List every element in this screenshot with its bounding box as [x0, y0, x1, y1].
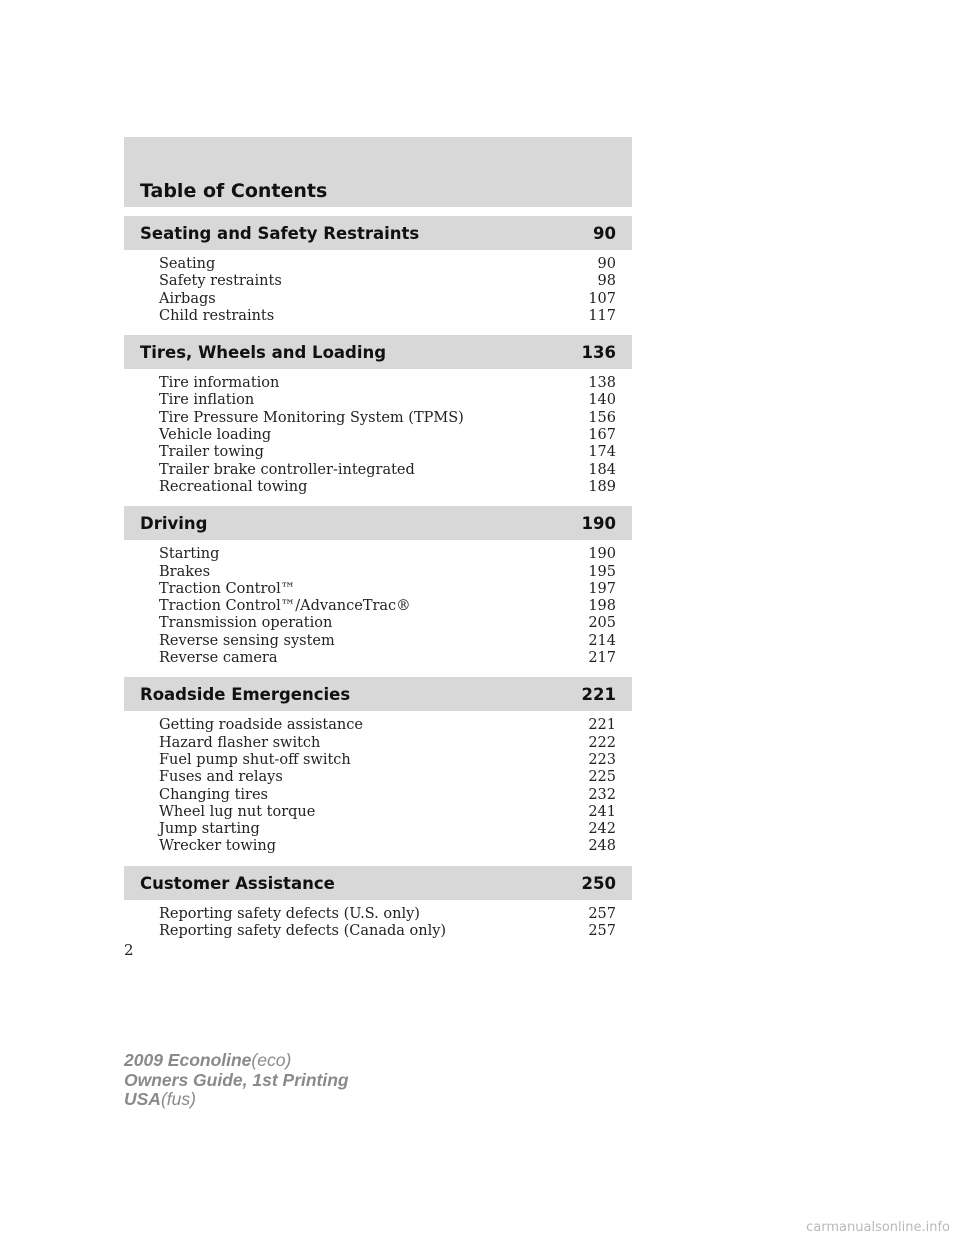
toc-entry[interactable] [124, 787, 632, 804]
entry-label: Trailer brake controller-integrated [159, 461, 415, 478]
section-page: 90 [593, 224, 616, 243]
entry-label: Fuel pump shut-off switch [159, 751, 351, 768]
toc-entry[interactable] [124, 291, 632, 308]
toc-entry[interactable] [124, 615, 632, 632]
toc-entry[interactable] [124, 479, 632, 496]
entry-page: 257 [588, 923, 616, 940]
section-header[interactable] [124, 506, 632, 540]
entry-page: 156 [588, 409, 616, 426]
toc-entry[interactable] [124, 633, 632, 650]
entry-page: 117 [588, 307, 616, 324]
toc-header [124, 137, 632, 207]
entry-label: Tire Pressure Monitoring System (TPMS) [159, 409, 464, 426]
toc-section [124, 506, 632, 677]
toc-entry[interactable] [124, 598, 632, 615]
entry-page: 214 [588, 632, 616, 649]
toc-entry[interactable] [124, 769, 632, 786]
entry-page: 242 [588, 821, 616, 838]
toc-entry[interactable] [124, 838, 632, 855]
print-footer [124, 1051, 349, 1110]
section-page: 190 [581, 514, 616, 534]
footer-model-code: (eco) [251, 1050, 292, 1070]
toc-entry[interactable] [124, 752, 632, 769]
entry-label: Starting [159, 546, 220, 563]
entry-label: Recreational towing [159, 478, 308, 495]
entry-label: Traction Control™ [159, 580, 296, 597]
entry-page: 190 [588, 546, 616, 563]
footer-market-code: (fus) [160, 1089, 196, 1109]
entry-label: Jump starting [159, 821, 260, 838]
watermark: carmanualsonline.info [806, 1220, 950, 1235]
toc-section [124, 335, 632, 506]
toc-entry[interactable] [124, 273, 632, 290]
entry-label: Child restraints [159, 307, 275, 324]
page-number: 2 [124, 941, 134, 959]
entry-page: 174 [588, 444, 616, 461]
entry-page: 257 [588, 905, 616, 922]
entry-page: 90 [597, 256, 616, 272]
toc-entry[interactable] [124, 581, 632, 598]
toc-entry[interactable] [124, 256, 632, 273]
toc-entry[interactable] [124, 804, 632, 821]
section-title: Seating and Safety Restraints [140, 224, 420, 243]
entry-label: Trailer towing [159, 444, 264, 461]
toc-entry[interactable] [124, 821, 632, 838]
toc-entry[interactable] [124, 444, 632, 461]
toc-entry[interactable] [124, 735, 632, 752]
section-header[interactable] [124, 677, 632, 711]
entry-label: Tire information [159, 375, 280, 392]
entry-page: 138 [588, 375, 616, 392]
entry-label: Changing tires [159, 786, 268, 803]
entry-page: 222 [588, 734, 616, 751]
toc-entry[interactable] [124, 410, 632, 427]
toc-entry[interactable] [124, 906, 632, 923]
entry-label: Traction Control™/AdvanceTrac® [159, 598, 411, 615]
entry-label: Reverse sensing system [159, 632, 335, 649]
entry-label: Reporting safety defects (Canada only) [159, 923, 447, 940]
section-header[interactable] [124, 866, 632, 900]
toc-section [124, 866, 632, 951]
section-title: Driving [140, 514, 208, 534]
entry-page: 217 [588, 650, 616, 667]
entry-page: 184 [588, 461, 616, 478]
toc-entry[interactable] [124, 375, 632, 392]
section-page: 221 [581, 685, 616, 705]
entry-label: Vehicle loading [159, 427, 272, 444]
entry-page: 225 [588, 769, 616, 786]
page-title: Table of Contents [140, 180, 328, 202]
toc-entry[interactable] [124, 427, 632, 444]
footer-market: USA [124, 1089, 161, 1109]
entry-page: 107 [588, 290, 616, 307]
entry-label: Brakes [159, 563, 211, 580]
entry-page: 221 [588, 717, 616, 734]
entry-page: 98 [597, 273, 616, 290]
entry-page: 223 [588, 751, 616, 768]
entry-page: 232 [588, 786, 616, 803]
entry-page: 195 [588, 563, 616, 580]
toc-section [124, 677, 632, 865]
section-header[interactable] [124, 216, 632, 250]
entry-label: Reporting safety defects (U.S. only) [159, 905, 420, 922]
entry-page: 198 [588, 598, 616, 615]
toc-entry[interactable] [124, 650, 632, 667]
toc-list [124, 216, 632, 950]
entry-label: Hazard flasher switch [159, 734, 321, 751]
footer-edition: Owners Guide, 1st Printing [124, 1069, 349, 1090]
section-page: 250 [581, 873, 616, 893]
toc-entry[interactable] [124, 923, 632, 940]
entry-label: Safety restraints [159, 273, 282, 290]
toc-entry[interactable] [124, 392, 632, 409]
entry-label: Reverse camera [159, 650, 278, 667]
section-title: Roadside Emergencies [140, 685, 351, 705]
toc-entry[interactable] [124, 717, 632, 734]
toc-entry[interactable] [124, 462, 632, 479]
entry-page: 140 [588, 392, 616, 409]
entry-page: 197 [588, 580, 616, 597]
entry-label: Airbags [159, 290, 216, 307]
entry-page: 189 [588, 478, 616, 495]
footer-model: 2009 Econoline [124, 1050, 252, 1070]
entry-page: 241 [588, 803, 616, 820]
entry-label: Transmission operation [159, 615, 333, 632]
toc-entry[interactable] [124, 546, 632, 563]
entry-page: 205 [588, 615, 616, 632]
entry-label: Getting roadside assistance [159, 717, 363, 734]
section-title: Tires, Wheels and Loading [140, 343, 387, 363]
entry-label: Fuses and relays [159, 769, 283, 786]
entry-label: Tire inflation [159, 392, 255, 409]
entry-label: Wrecker towing [159, 838, 277, 855]
entry-page: 167 [588, 427, 616, 444]
entry-label: Wheel lug nut torque [159, 803, 316, 820]
toc-section [124, 216, 632, 335]
toc-entry[interactable] [124, 308, 632, 325]
section-title: Customer Assistance [140, 873, 335, 893]
entry-label: Seating [159, 256, 216, 272]
entry-page: 248 [588, 838, 616, 855]
section-header[interactable] [124, 335, 632, 369]
section-page: 136 [581, 343, 616, 363]
toc-entry[interactable] [124, 564, 632, 581]
